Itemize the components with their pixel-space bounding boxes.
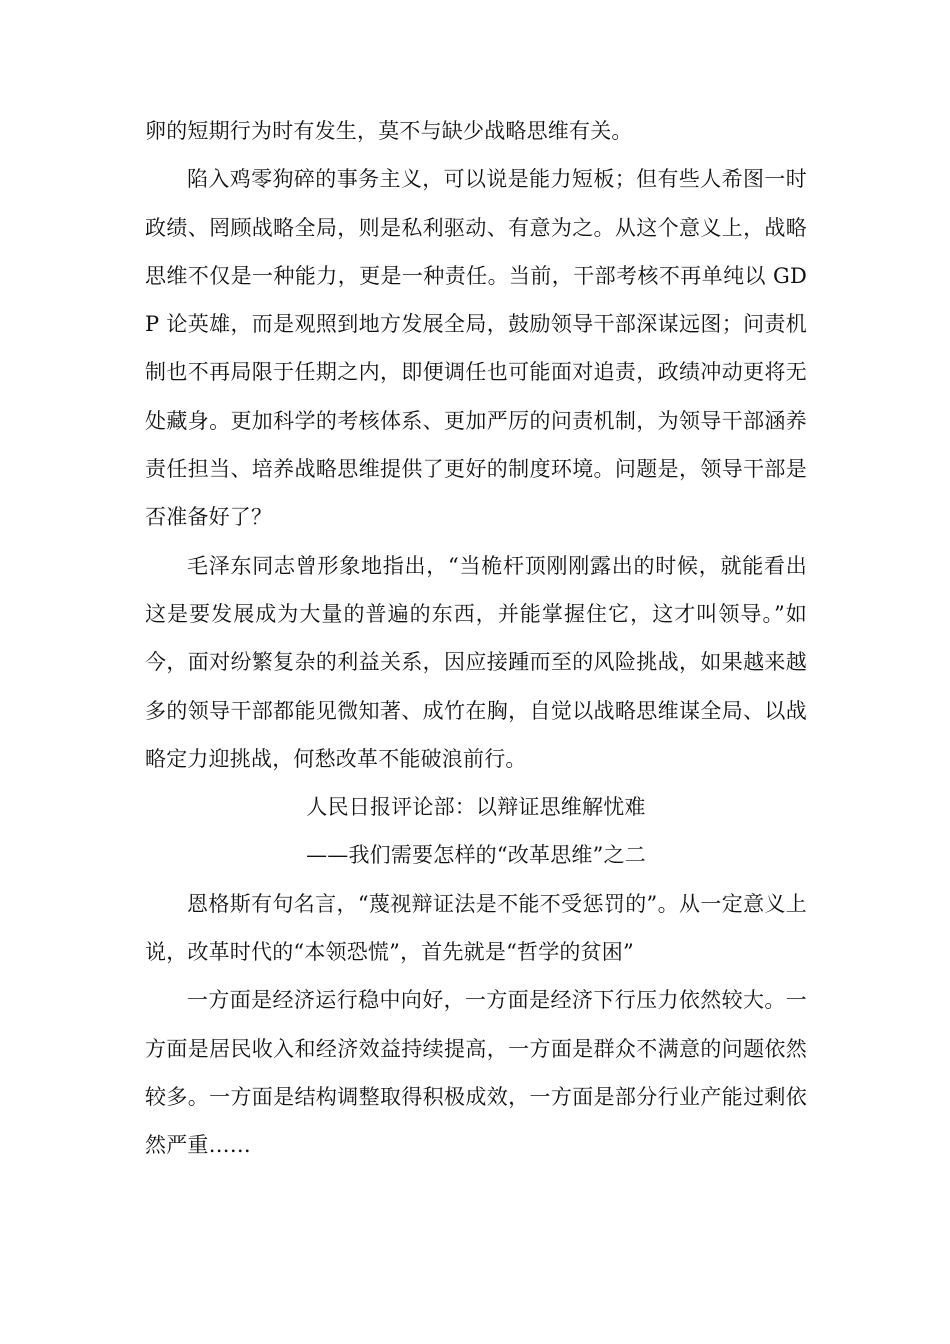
article-subtitle: ——我们需要怎样的“改革思维”之二	[306, 843, 646, 868]
paragraph-continuation: 卵的短期行为时有发生，莫不与缺少战略思维有关。	[145, 119, 633, 143]
paragraph-engels-quote: 恩格斯有句名言，“蔑视辩证法是不能不受惩罚的”。从一定意义上说，改革时代的“本领恐慌”，首先就是“哲学的贫困”	[145, 891, 807, 965]
document-body	[145, 107, 807, 1170]
paragraph-mao-quote: 毛泽东同志曾形象地指出，“当桅杆顶刚刚露出的时候，就能看出这是要发展成为大量的普遍的东西，并能掌握住它，这才叫领导。”如今，面对纷繁复杂的利益关系，因应接踵而至的风险挑战，如果越来越多的领导干部都能见微知著、成竹在胸，自觉以战略思维谋全局、以战略定力迎挑战，何愁改革不能破浪前行。	[145, 553, 807, 771]
article-title: 人民日报评论部：以辩证思维解忧难	[306, 795, 646, 820]
paragraph-economic-contrasts: 一方面是经济运行稳中向好，一方面是经济下行压力依然较大。一方面是居民收入和经济效益持续提高，一方面是群众不满意的问题依然较多。一方面是结构调整取得积极成效，一方面是部分行业产能过剩依然严重……	[145, 988, 807, 1158]
paragraph-strategic-responsibility: 陷入鸡零狗碎的事务主义，可以说是能力短板；但有些人希图一时政绩、罔顾战略全局，则是私利驱动、有意为之。从这个意义上，战略思维不仅是一种能力，更是一种责任。当前，干部考核不再单纯以 GDP 论英雄，而是观照到地方发展全局，鼓励领导干部深谋远图；问责机制也不再局限于任期之内，即便调任也可能面对追责，政绩冲动更将无处藏身。更加科学的考核体系、更加严厉的问责机制，为领导干部涵养责任担当、培养战略思维提供了更好的制度环境。问题是，领导干部是否准备好了？	[145, 167, 807, 530]
